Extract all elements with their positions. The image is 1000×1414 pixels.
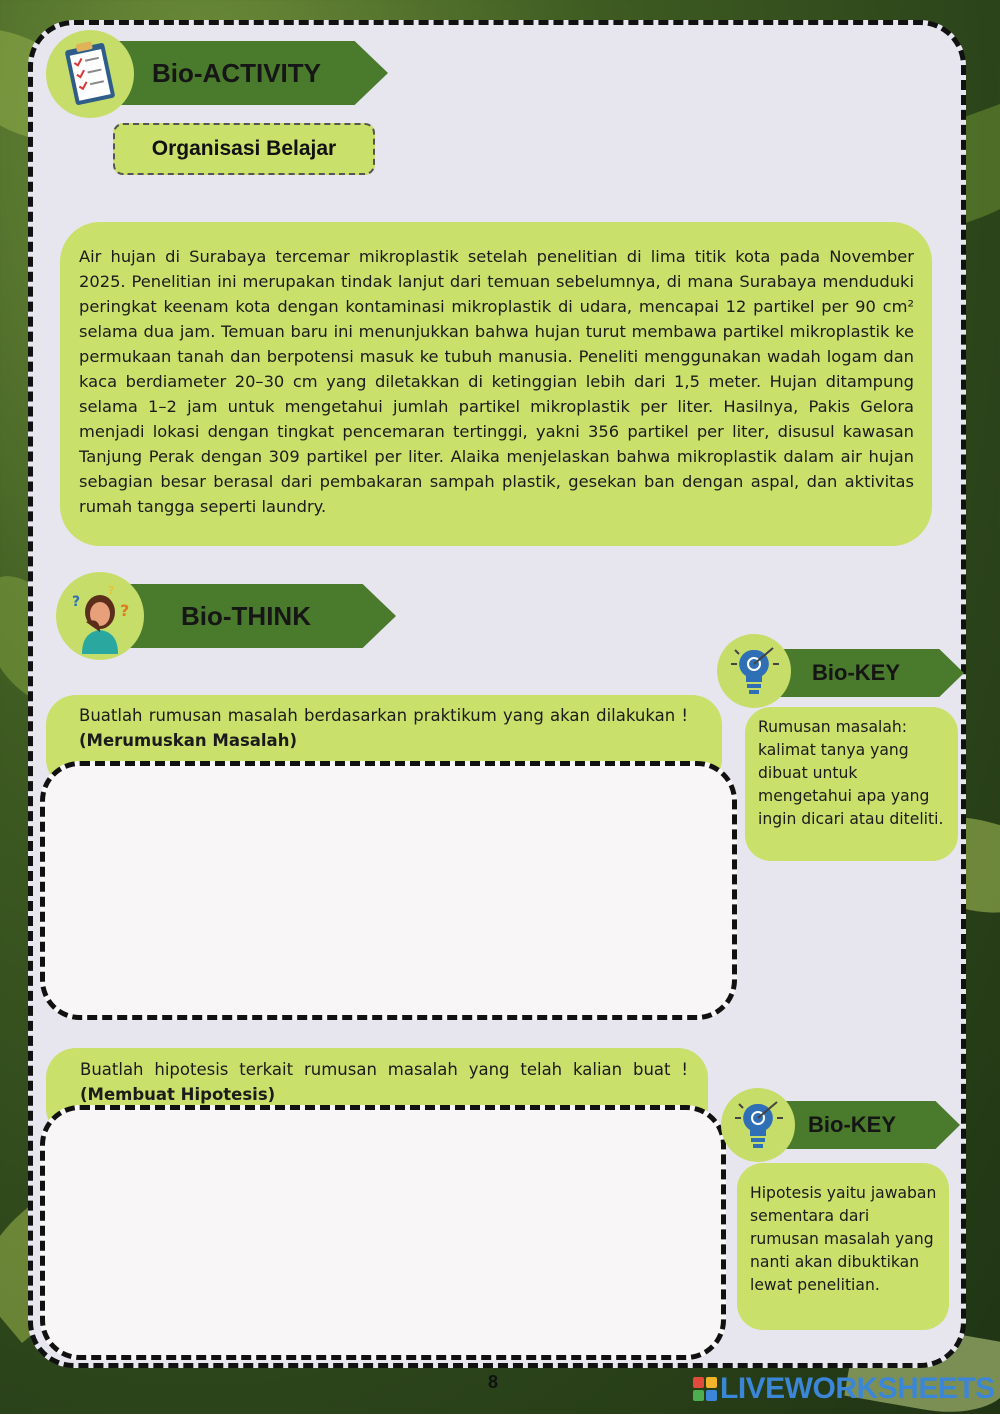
svg-text:?: ? <box>120 601 130 620</box>
clipboard-icon <box>46 30 134 118</box>
question-1-skill: (Merumuskan Masalah) <box>79 731 297 750</box>
think-title: Bio-THINK <box>181 601 311 631</box>
answer-area-problem-statement[interactable] <box>40 761 737 1020</box>
lightbulb-target-icon <box>721 1088 795 1162</box>
thinking-woman-icon-circle <box>56 572 144 660</box>
question-1-text: Buatlah rumusan masalah berdasarkan praktikum yang akan dilakukan ! <box>79 706 688 725</box>
svg-text:?: ? <box>72 594 81 610</box>
article-paragraph: Air hujan di Surabaya tercemar mikroplastik setelah penelitian di lima titik kota pada November 2025. Penelitian ini merupakan tindak lanjut dari temuan sebelumnya, di mana Surabaya menduduki peringkat keenam kota dengan kontaminasi mikroplastik di udara, mencapai 12 partikel per 90 cm² selama dua jam. Temuan baru ini menunjukkan bahwa hujan turut membawa partikel mikroplastik ke permukaan tanah dan berpotensi masuk ke tubuh manusia. Peneliti menggunakan wadah logam dan kaca berdiameter 20–30 cm yang diletakkan di ketinggian lebih dari 1,5 meter. Hujan ditampung selama 1–2 jam untuk mengetahui jumlah partikel mikroplastik per liter. Hasilnya, Pakis Gelora menjadi lokasi dengan tingkat pencemaran tertinggi, yakni 356 partikel per liter, disusul kawasan Tanjung Perak dengan 309 partikel per liter. Alaika menjelaskan bahwa mikroplastik dalam air hujan sebagian besar berasal dari pembakaran sampah plastik, gesekan ban dengan aspal, dan aktivitas rumah tangga seperti laundry. <box>79 247 914 516</box>
liveworksheets-brand: LIVEWORKSHEETS <box>720 1372 995 1405</box>
bulb-icon-circle-2 <box>721 1088 795 1162</box>
key-1-box <box>745 707 958 861</box>
lightbulb-target-icon <box>717 634 791 708</box>
liveworksheets-logo-icon <box>692 1376 718 1402</box>
page-number: 8 <box>488 1372 499 1392</box>
key-2-text: Hipotesis yaitu jawaban sementara dari rumusan masalah yang nanti akan dibuktikan lewat penelitian. <box>750 1184 937 1294</box>
key-2-box <box>737 1163 949 1330</box>
key-2-title: Bio-KEY <box>808 1112 896 1137</box>
article-text-box <box>60 222 932 546</box>
key-1-text: Rumusan masalah: kalimat tanya yang dibuat untuk mengetahui apa yang ingin dicari atau diteliti. <box>758 718 944 828</box>
thinking-woman-icon <box>56 572 144 660</box>
question-2-text: Buatlah hipotesis terkait rumusan masalah yang telah kalian buat ! <box>80 1060 688 1079</box>
bulb-icon-circle-1 <box>717 634 791 708</box>
key-1-title: Bio-KEY <box>812 660 900 685</box>
answer-area-hypothesis[interactable] <box>40 1105 726 1360</box>
clipboard-icon-circle <box>46 30 134 118</box>
liveworksheets-logo[interactable] <box>692 1372 995 1406</box>
svg-text:?: ? <box>108 584 115 597</box>
question-2-skill: (Membuat Hipotesis) <box>80 1085 276 1104</box>
learning-organization-label: Organisasi Belajar <box>113 123 375 175</box>
activity-title: Bio-ACTIVITY <box>152 58 321 88</box>
